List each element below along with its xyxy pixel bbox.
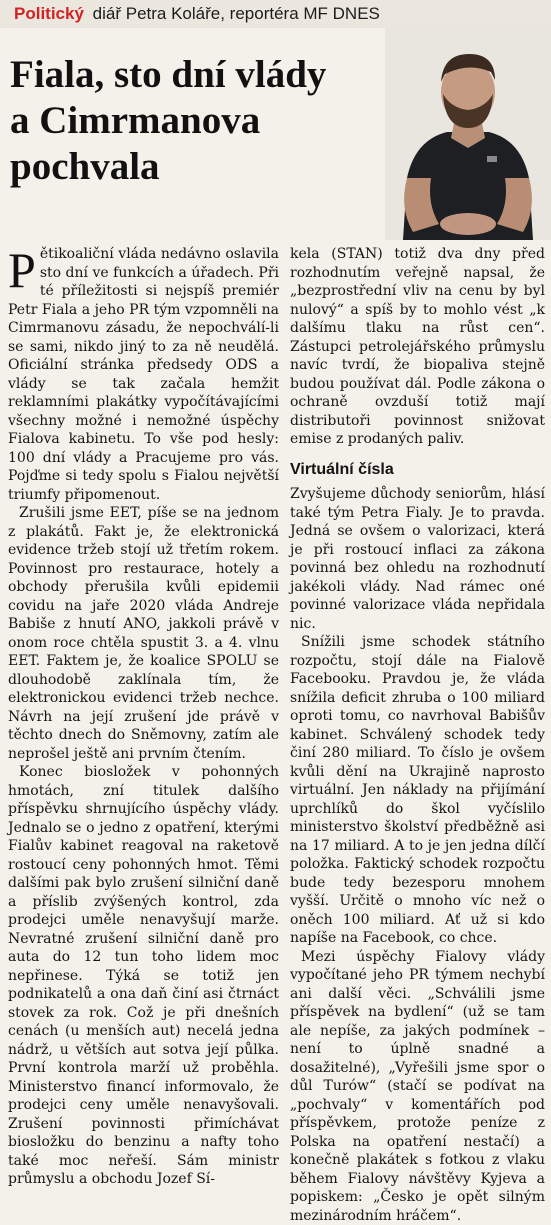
- left-column: [8, 245, 279, 1189]
- rubric-bar: [0, 0, 551, 28]
- right-column: [290, 245, 545, 1225]
- drop-cap: P: [8, 248, 36, 290]
- paragraph: Zvyšujeme důchody seniorům, hlásí také tým Petra Fialy. Je to pravda. Jedná se ovšem o valorizaci, která je při rostoucí inflaci za zákona povinná bez ohledu na rozhodnutí jakékoli vlády. Nad rámec oné povinné valorizace vláda nepřidala nic.: [290, 485, 545, 633]
- paragraph: Konec biosložek v pohonných hmotách, zní titulek dalšího příspěvku shrnujícího úspěchy vlády. Jednalo se o jedno z opatření, kterými Fialův kabinet reagoval na raketově rostoucí ceny pohonných hmot. Těmi dalšími pak bylo zrušení silniční daně a příslib zvýšených kontrol, zda prodejci uměle nenavyšují marže. Nevratné zrušení silniční daně pro auta do 12 tun toho lidem moc nepřinese. Týká se totiž jen podnikatelů a ona daň činí asi čtrnáct stovek za rok. Což je při dnešních cenách (u menších aut) necelá jedna nádrž, u větších aut sotva její půlka. První kontrola marží už proběhla. Ministerstvo financí informovalo, že prodejci ceny uměle nenavyšovali. Zrušení povinnosti přimíchávat biosložku do benzinu a nafty toho také moc neřeší. Sám ministr průmyslu a obchodu Jozef Sí-: [8, 763, 279, 1189]
- headline: Fiala, sto dní vlády a Cimrmanova pochvala: [10, 52, 340, 190]
- paragraph-intro: Pětikoaliční vláda nedávno oslavila sto dní ve funkcích a úřadech. Při té příležitosti si nejspíš premiér Petr Fiala a jeho PR tým vzpomněli na Cimrmanovu zásadu, že nepochválí-li se sami, nikdo jiný to za ně neudělá. Oficiální stránka předsedy ODS a vlády se tak začala hemžit reklamními plakátky vypočítávajícími všechny možné i nemožné úspěchy Fialova kabinetu. To vše pod hesly: 100 dní vlády a Pracujeme pro vás. Pojďme si tedy spolu s Fialou největší triumfy připomenout.: [8, 245, 279, 504]
- rubric-keyword: Politický: [14, 4, 84, 23]
- paragraph: Snížili jsme schodek státního rozpočtu, stojí dále na Fialově Facebooku. Pravdou je, že vláda snížila deficit zhruba o 100 miliard oproti tomu, co navrhoval Babišův kabinet. Schválený schodek tedy činí 280 miliard. To číslo je ovšem kvůli dění na Ukrajině naprosto virtuální. Jen náklady na přijímání uprchlíků do škol vyčíslilo ministerstvo školství předběžně asi na 17 miliard. A to je jen jedna dílčí položka. Faktický schodek rozpočtu bude tedy bezesporu mnohem vyšší. Určitě o mnoho víc než o oněch 100 miliard. Ať už si kdo napíše na Facebook, co chce.: [290, 633, 545, 948]
- paragraph-continuation: kela (STAN) totiž dva dny před rozhodnutím veřejně napsal, že „bezprostřední vliv na cenu by byl nulový“ a spíš by to mohlo vést „k dalšímu tlaku na růst cen“. Zástupci petrolejářského průmyslu navíc tvrdí, že biopaliva stejně budou používat dál. Podle zákona o ochraně ovzduší totiž mají distributoři povinnost snižovat emise z prodaných paliv.: [290, 245, 545, 449]
- author-portrait: [385, 28, 551, 240]
- rubric-author: diář Petra Koláře, reportéra MF DNES: [93, 4, 380, 23]
- subheading: Virtuální čísla: [290, 461, 545, 480]
- paragraph: Mezi úspěchy Fialovy vlády vypočítané jeho PR týmem nechybí ani další věci. „Schválili jsme příspěvek na bydlení“ (už se tam ale nepíše, za jakých podmínek – není to úplně snadné a dosažitelné), „Vyřešili jsme spor o důl Turów“ (stačí se podívat na „pochvaly“ v komentářích pod příspěvkem, protože peníze z Polska na opatření nestačí) a konečně plakátek s fotkou z vlaku během Fialovy návštěvy Kyjeva a popiskem: „Česko je opět silným mezinárodním hráčem“.: [290, 948, 545, 1225]
- paragraph: Zrušili jsme EET, píše se na jednom z plakátů. Fakt je, že elektronická evidence tržeb stojí už třetím rokem. Povinnost pro restaurace, hotely a obchody přerušila kvůli epidemii covidu na jaře 2020 vláda Andreje Babiše z hnutí ANO, jakkoli právě v onom roce chtěla spustit 3. a 4. vlnu EET. Faktem je, že koalice SPOLU se dlouhodobě zaklínala tím, že elektronickou evidenci tržeb nechce. Návrh na její zrušení jde právě v těchto dnech do Sněmovny, zatím ale neprošel ještě ani prvním čtením.: [8, 504, 279, 763]
